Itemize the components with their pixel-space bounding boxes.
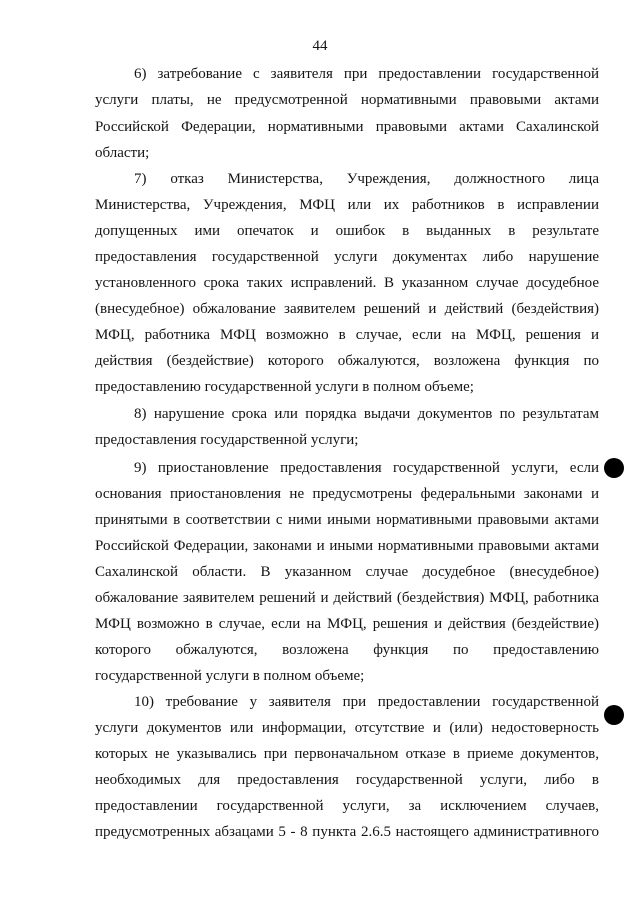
page-number: 44 [312,38,328,54]
hole-punch-mark [604,458,624,478]
text-line: 8) нарушение срока или порядка выдачи документов по результатам [134,406,599,422]
text-line: которых не указывались при первоначальном отказе в приеме документов, [95,746,599,762]
text-line: услуги платы, не предусмотренной нормативными правовыми актами [95,92,599,108]
text-line: предоставлении государственной услуги, за исключением случаев, [95,798,599,814]
text-line: 7) отказ Министерства, Учреждения, должностного лица [134,171,599,187]
text-line: действия (бездействие) которого обжалуются, возложена функция по [95,353,599,369]
hole-punch-mark [604,705,624,725]
text-line: Российской Федерации, законами и иными нормативными правовыми актами [95,538,599,554]
text-line: государственной услуги в полном объеме; [95,668,365,684]
text-line: необходимых для предоставления государственной услуги, либо в [95,772,599,788]
text-line: предусмотренных абзацами 5 - 8 пункта 2.6.5 настоящего административного [95,824,599,840]
text-line: МФЦ возможно в случае, если на МФЦ, решения и действия (бездействие) [95,616,599,632]
text-line: предоставления государственной услуги; [95,432,359,448]
text-line: предоставления государственной услуги документах либо нарушение [95,249,599,265]
text-line: 9) приостановление предоставления государственной услуги, если [134,460,599,476]
text-line: области; [95,145,150,161]
text-line: основания приостановления не предусмотрены федеральными законами и [95,486,599,502]
text-line: Министерства, Учреждения, МФЦ или их работников в исправлении [95,197,599,213]
text-line: Российской Федерации, нормативными правовыми актами Сахалинской [95,119,599,135]
text-line: (внесудебное) обжалование заявителем решений и действий (бездействия) [95,301,599,317]
text-line: которого обжалуются, возложена функция по предоставлению [95,642,599,658]
text-line: МФЦ, работника МФЦ возможно в случае, если на МФЦ, решения и [95,327,599,343]
text-line: предоставлению государственной услуги в полном объеме; [95,379,474,395]
text-line: услуги документов или информации, отсутствие и (или) недостоверность [95,720,599,736]
text-line: 10) требование у заявителя при предоставлении государственной [134,694,599,710]
text-line: принятыми в соответствии с ними иными нормативными правовыми актами [95,512,599,528]
text-line: установленного срока таких исправлений. В указанном случае досудебное [95,275,599,291]
text-line: Сахалинской области. В указанном случае досудебное (внесудебное) [95,564,599,580]
text-line: 6) затребование с заявителя при предоставлении государственной [134,66,599,82]
text-line: обжалование заявителем решений и действий (бездействия) МФЦ, работника [95,590,599,606]
text-line: допущенных ими опечаток и ошибок в выданных в результате [95,223,599,239]
